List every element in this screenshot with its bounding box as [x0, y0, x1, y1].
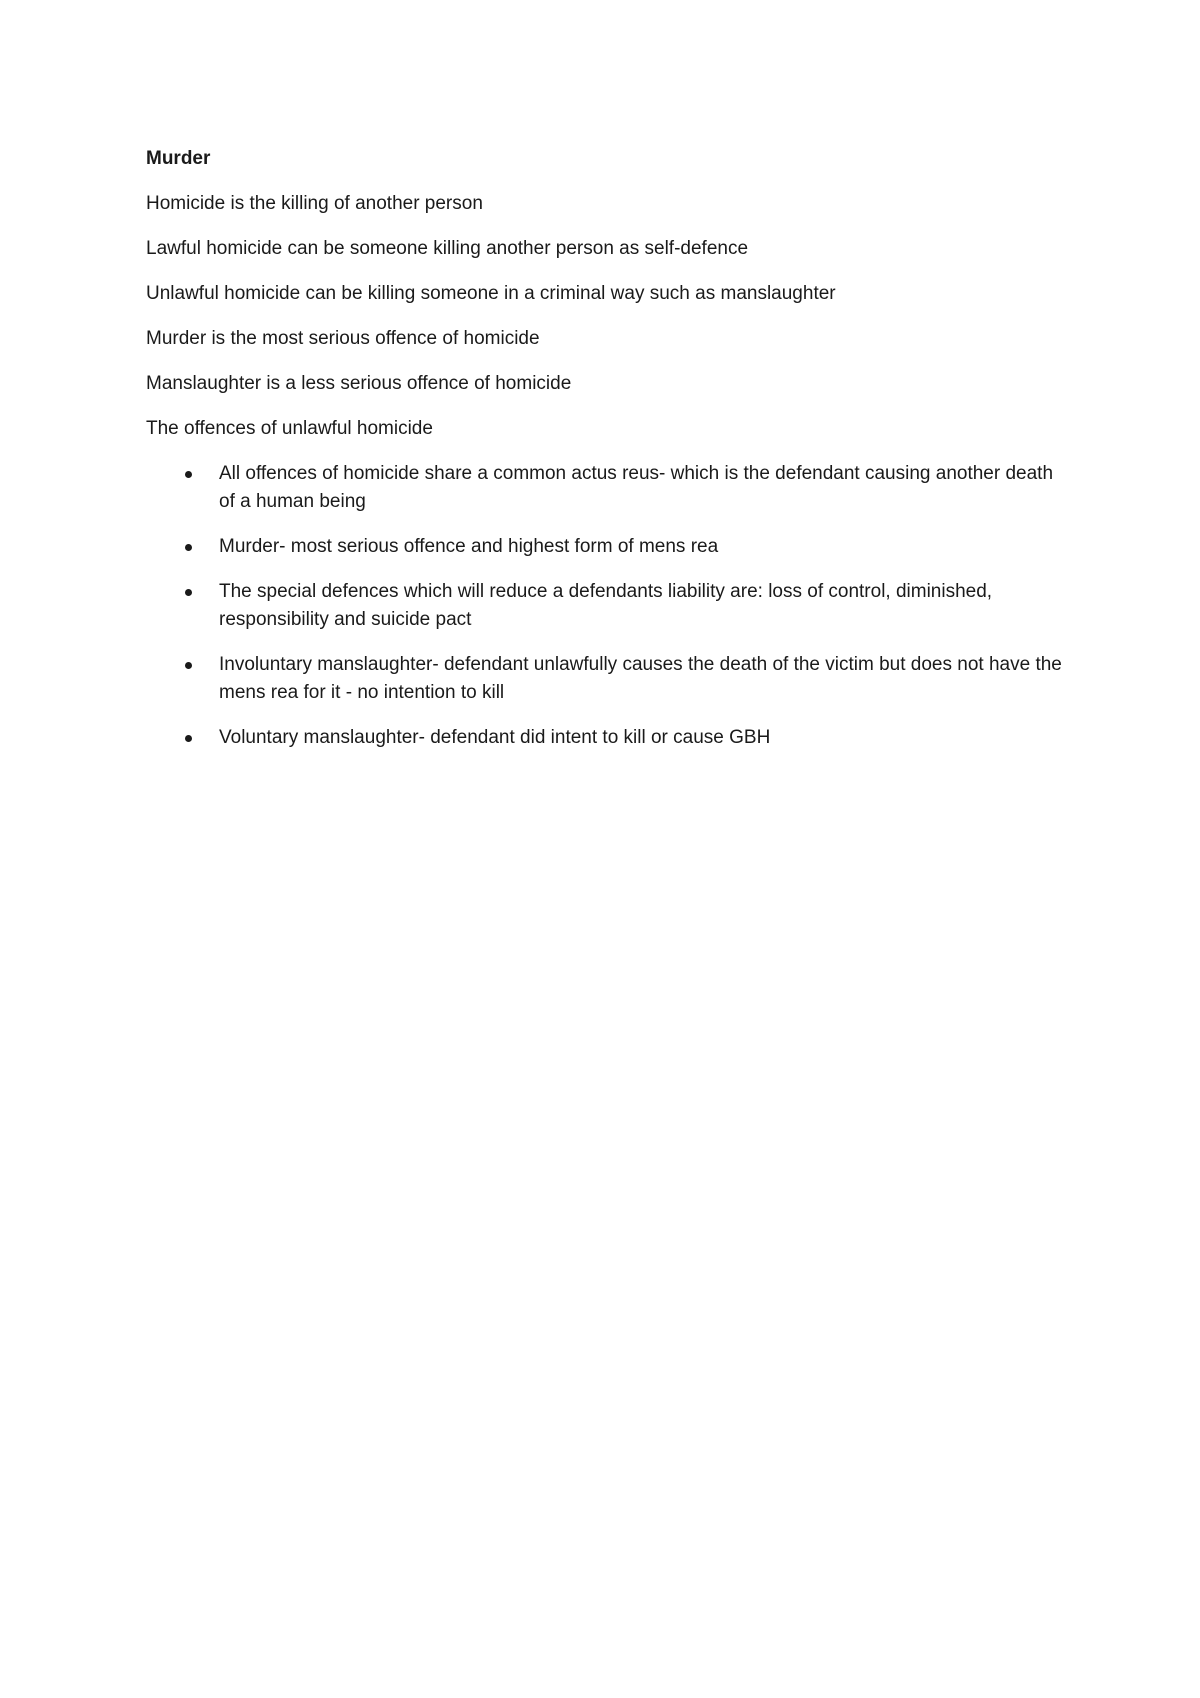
list-item-text: Murder- most serious offence and highest form of mens rea: [219, 536, 719, 557]
paragraph-offences-heading: The offences of unlawful homicide: [146, 418, 433, 439]
bullet-list: [146, 460, 1066, 752]
paragraph-unlawful-homicide: Unlawful homicide can be killing someone in a criminal way such as manslaughter: [146, 283, 836, 304]
paragraph-homicide-definition: Homicide is the killing of another person: [146, 193, 483, 214]
list-item-text: Voluntary manslaughter- defendant did intent to kill or cause GBH: [219, 727, 771, 748]
list-item: [146, 651, 1066, 707]
bullet-icon: [185, 589, 192, 596]
list-item-text: Involuntary manslaughter- defendant unlawfully causes the death of the victim but does not have the mens rea for it - no intention to kill: [219, 654, 1062, 703]
document-body: [146, 145, 1066, 769]
bullet-icon: [185, 471, 192, 478]
paragraph-murder: Murder is the most serious offence of homicide: [146, 328, 540, 349]
list-item: [146, 578, 1066, 634]
list-item: [146, 533, 1066, 561]
paragraph-lawful-homicide: Lawful homicide can be someone killing another person as self-defence: [146, 238, 749, 259]
list-item-text: All offences of homicide share a common actus reus- which is the defendant causing another death of a human being: [219, 463, 1054, 512]
document-title: Murder: [146, 148, 211, 169]
paragraph-manslaughter: Manslaughter is a less serious offence of homicide: [146, 373, 572, 394]
list-item-text: The special defences which will reduce a defendants liability are: loss of control, diminished, responsibility and suicide pact: [219, 581, 993, 630]
bullet-icon: [185, 544, 192, 551]
list-item: [146, 460, 1066, 516]
bullet-icon: [185, 662, 192, 669]
bullet-icon: [185, 735, 192, 742]
list-item: [146, 724, 1066, 752]
